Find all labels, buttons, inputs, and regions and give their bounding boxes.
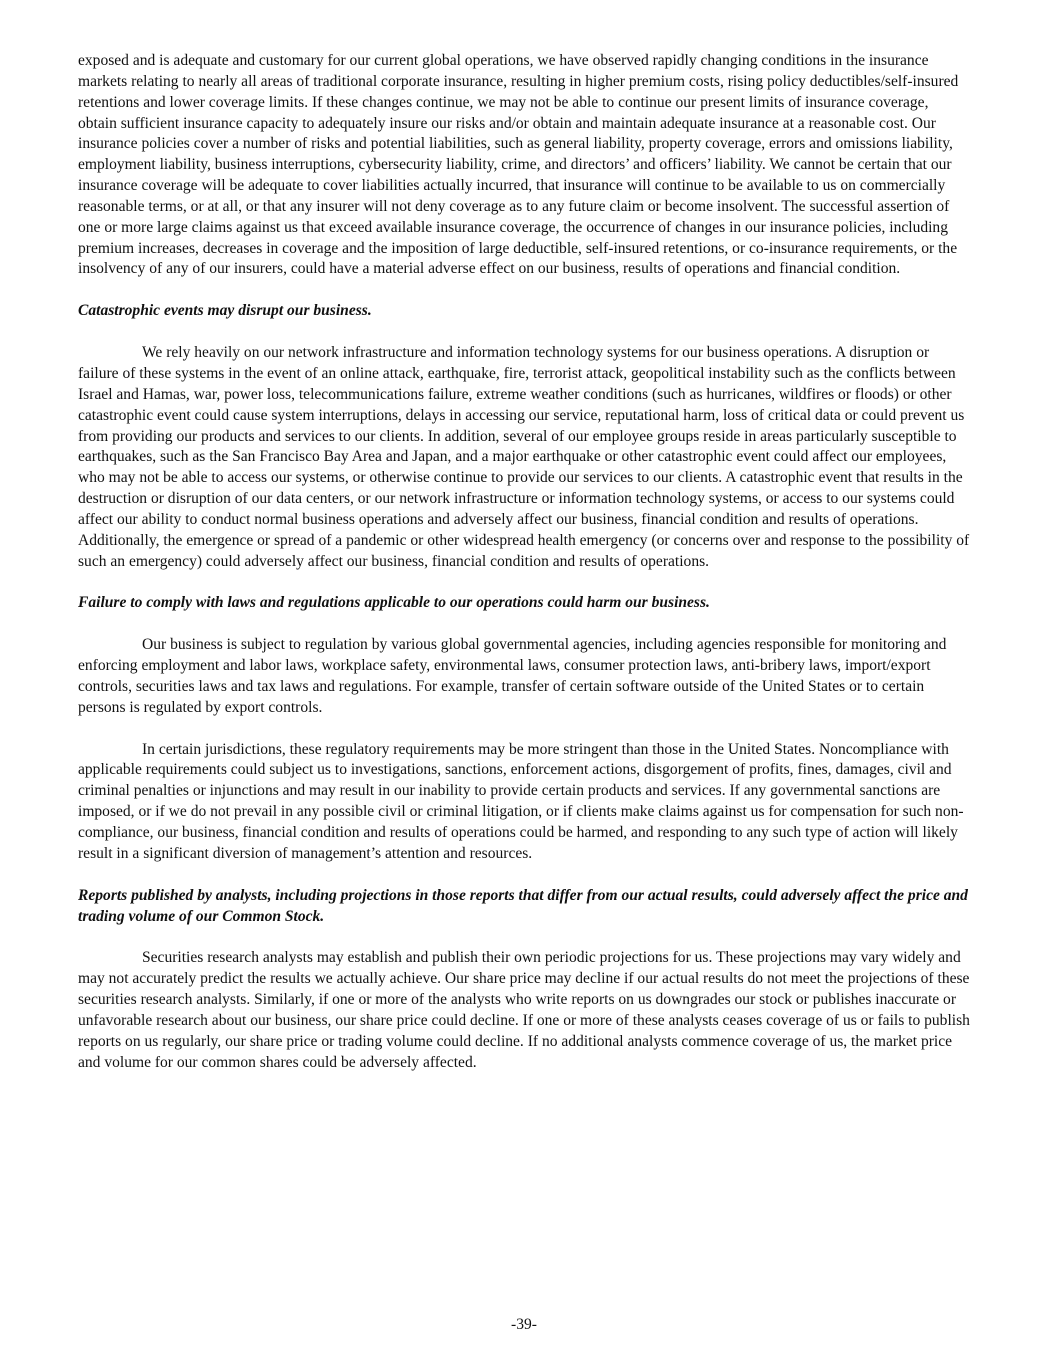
heading-analyst-reports: Reports published by analysts, including projections in those reports that differ from our actual results, could adversely affect the price and trading volume of our Common Stock. [78,886,968,925]
heading-laws-regulations: Failure to comply with laws and regulations applicable to our operations could harm our business. [78,594,710,612]
spacer [78,572,970,593]
catastrophic-events-paragraph: We rely heavily on our network infrastructure and information technology systems for our business operations. A disruption or failure of these systems in the event of an online attack, earthquake, fire, terrorist attack, geopolitical instability such as the conflicts between Israel and Hamas, war, power loss, telecommunications failure, extreme weather conditions (such as hurricanes, wildfires or floods) or other catastrophic event could cause system interruptions, delays in accessing our service, reputational harm, loss of critical data or could prevent us from providing our products and services to our clients. In addition, several of our employee groups reside in areas particularly susceptible to earthquakes, such as the San Francisco Bay Area and Japan, and a major earthquake or other catastrophic event could affect our employees, who may not be able to access our systems, or otherwise continue to provide our services to our clients. A catastrophic event that results in the destruction or disruption of our data centers, or our network infrastructure or information technology systems, or access to our systems could affect our ability to conduct normal business operations and adversely affect our business, financial condition and results of operations. Additionally, the emergence or spread of a pandemic or other widespread health emergency (or concerns over and response to the possibility of such an emergency) could adversely affect our business, financial condition and results of operations. [78,344,970,570]
analysts-paragraph: Securities research analysts may establish and publish their own periodic projections for us. These projections may vary widely and may not accurately predict the results we actually achieve. Our share price may decline if our actual results do not meet the projections of these securities research analysts. Similarly, if one or more of the analysts who write reports on us downgrades our stock or publishes inaccurate or unfavorable research about our business, our share price could decline. If one or more of these analysts ceases coverage of us or fails to publish reports on us regularly, our share price or trading volume could decline. If no additional analysts commence coverage of us, the market price and volume for our common shares could be adversely affected. [78,949,970,1071]
spacer [78,719,970,740]
regulation-paragraph: Our business is subject to regulation by various global governmental agencies, including agencies responsible for monitoring and enforcing employment and labor laws, workplace safety, environmental laws, consumer protection laws, anti-bribery laws, import/export controls, securities laws and tax laws and regulations. For example, transfer of certain software outside of the United States or to certain persons is regulated by export controls. [78,636,947,716]
page-number: -39- [511,1316,537,1333]
spacer [78,280,970,301]
spacer [78,927,970,948]
jurisdictions-paragraph: In certain jurisdictions, these regulatory requirements may be more stringent than those in the United States. Noncompliance with applicable requirements could subject us to investigations, sanctions, enforcement actions, disgorgement of profits, fines, damages, civil and criminal penalties or injunctions and may result in our inability to provide certain products and services. If any governmental sanctions are imposed, or if we do not prevail in any possible civil or criminal litigation, or if clients make claims against us for compensation for such non-compliance, our business, financial condition and results of operations could be harmed, and responding to any such type of action will likely result in a significant diversion of management’s attention and resources. [78,740,964,862]
insurance-paragraph: exposed and is adequate and customary for our current global operations, we have observed rapidly changing conditions in the insurance markets relating to nearly all areas of traditional corporate insurance, resulting in higher premium costs, rising policy deductibles/self-insured retentions and lower coverage limits. If these changes continue, we may not be able to continue our present limits of insurance coverage, obtain sufficient insurance capacity to adequately insure our risks and/or obtain and maintain adequate insurance at a reasonable cost. Our insurance policies cover a number of risks and potential liabilities, such as general liability, property coverage, errors and omissions liability, employment liability, business interruptions, cybersecurity liability, crime, and directors’ and officers’ liability. We cannot be certain that our insurance coverage will be adequate to cover liabilities actually incurred, that insurance will continue to be available to us on commercially reasonable terms, or at all, or that any insurer will not deny coverage as to any future claim or become insolvent. The successful assertion of one or more large claims against us that exceed available insurance coverage, the occurrence of changes in our insurance policies, including premium increases, decreases in coverage and the imposition of large deductible, self-insured retentions, or co-insurance requirements, or the insolvency of any of our insurers, could have a material adverse effect on our business, results of operations and financial condition. [78,52,959,278]
document-body [78,51,970,1073]
spacer [78,614,970,635]
spacer [78,865,970,886]
spacer [78,322,970,343]
heading-catastrophic-events: Catastrophic events may disrupt our business. [78,302,372,320]
